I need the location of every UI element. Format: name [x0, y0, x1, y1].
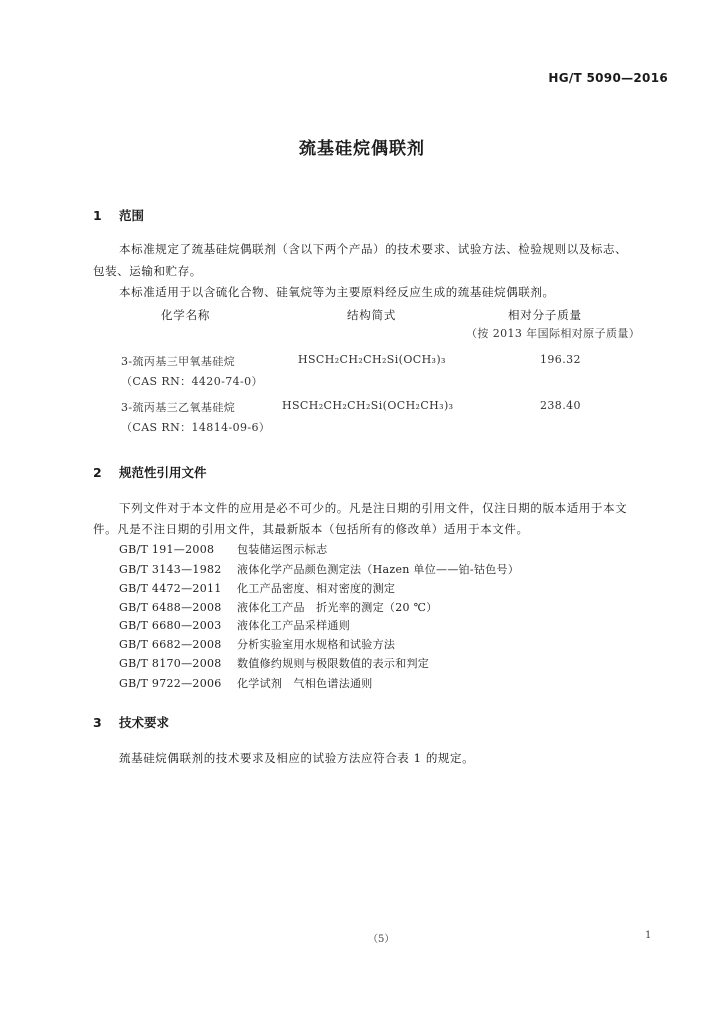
section-3-title: 技术要求 — [119, 715, 170, 730]
section-1-para1-line1: 本标准规定了巯基硅烷偶联剂（含以下两个产品）的技术要求、试验方法、检验规则以及标志、 — [119, 242, 628, 256]
section-1-heading — [93, 206, 144, 224]
table-row-1-formula: HSCH₂CH₂CH₂Si(OCH₃)₃ — [298, 353, 446, 366]
section-2-title: 规范性引用文件 — [119, 465, 207, 480]
reference-code: GB/T 6680—2003 — [119, 619, 222, 632]
section-2-intro-line1: 下列文件对于本文件的应用是必不可少的。凡是注日期的引用文件，仅注日期的版本适用于本文 — [119, 501, 628, 515]
reference-code: GB/T 8170—2008 — [119, 657, 222, 670]
reference-title: 包装储运图示标志 — [237, 543, 328, 556]
table-row-2-formula: HSCH₂CH₂CH₂Si(OCH₂CH₃)₃ — [282, 399, 454, 412]
reference-title: 液体化学产品颜色测定法（Hazen 单位——铂-钴色号） — [237, 563, 520, 576]
reference-item — [119, 561, 519, 577]
section-1-number: 1 — [93, 208, 102, 223]
section-3-para: 巯基硅烷偶联剂的技术要求及相应的试验方法应符合表 1 的规定。 — [119, 751, 475, 765]
reference-title: 分析实验室用水规格和试验方法 — [237, 638, 396, 651]
reference-code: GB/T 3143—1982 — [119, 563, 222, 576]
reference-item — [119, 599, 438, 615]
section-2-number: 2 — [93, 465, 102, 480]
section-1-title: 范围 — [119, 208, 145, 223]
reference-title: 化工产品密度、相对密度的测定 — [237, 582, 396, 595]
reference-item — [119, 636, 395, 652]
standard-number: HG/T 5090—2016 — [548, 71, 668, 85]
reference-item — [119, 675, 373, 691]
section-1-para1-line2: 包装、运输和贮存。 — [93, 264, 202, 278]
table-header-name: 化学名称 — [161, 308, 211, 322]
table-header-formula: 结构简式 — [347, 308, 397, 322]
reference-code: GB/T 9722—2006 — [119, 677, 222, 690]
section-3-number: 3 — [93, 715, 102, 730]
reference-title: 液体化工产品采样通则 — [237, 619, 350, 632]
table-row-1-name: 3-巯丙基三甲氧基硅烷 — [121, 355, 236, 368]
reference-title: 数值修约规则与极限数值的表示和判定 — [237, 657, 430, 670]
page-mark: 1 — [645, 930, 652, 941]
reference-code: GB/T 4472—2011 — [119, 582, 222, 595]
table-row-1-cas: （CAS RN：4420-74-0） — [121, 375, 263, 388]
reference-title: 化学试剂 气相色谱法通则 — [237, 677, 373, 690]
reference-item — [119, 580, 395, 596]
section-2-intro-line2: 件。凡是不注日期的引用文件，其最新版本（包括所有的修改单）适用于本文件。 — [93, 522, 529, 536]
section-1-para2: 本标准适用于以含硫化合物、硅氧烷等为主要原料经反应生成的巯基硅烷偶联剂。 — [119, 285, 555, 299]
reference-title: 液体化工产品 折光率的测定（20 ℃） — [237, 601, 438, 614]
section-2-heading — [93, 463, 207, 481]
reference-item — [119, 617, 350, 633]
reference-code: GB/T 6682—2008 — [119, 638, 222, 651]
table-header-mass-note: （按 2013 年国际相对原子质量） — [466, 327, 641, 340]
reference-code: GB/T 191—2008 — [119, 543, 215, 556]
table-row-1-mass: 196.32 — [540, 353, 581, 366]
document-title: 巯基硅烷偶联剂 — [299, 139, 425, 159]
table-header-mass: 相对分子质量 — [508, 308, 582, 322]
table-row-2-name: 3-巯丙基三乙氧基硅烷 — [121, 401, 236, 414]
reference-code: GB/T 6488—2008 — [119, 601, 222, 614]
section-3-heading — [93, 713, 169, 731]
table-row-2-mass: 238.40 — [540, 399, 581, 412]
page-label: （5） — [368, 934, 395, 945]
reference-item — [119, 655, 429, 671]
table-row-2-cas: （CAS RN：14814-09-6） — [121, 421, 271, 434]
reference-item — [119, 541, 327, 557]
